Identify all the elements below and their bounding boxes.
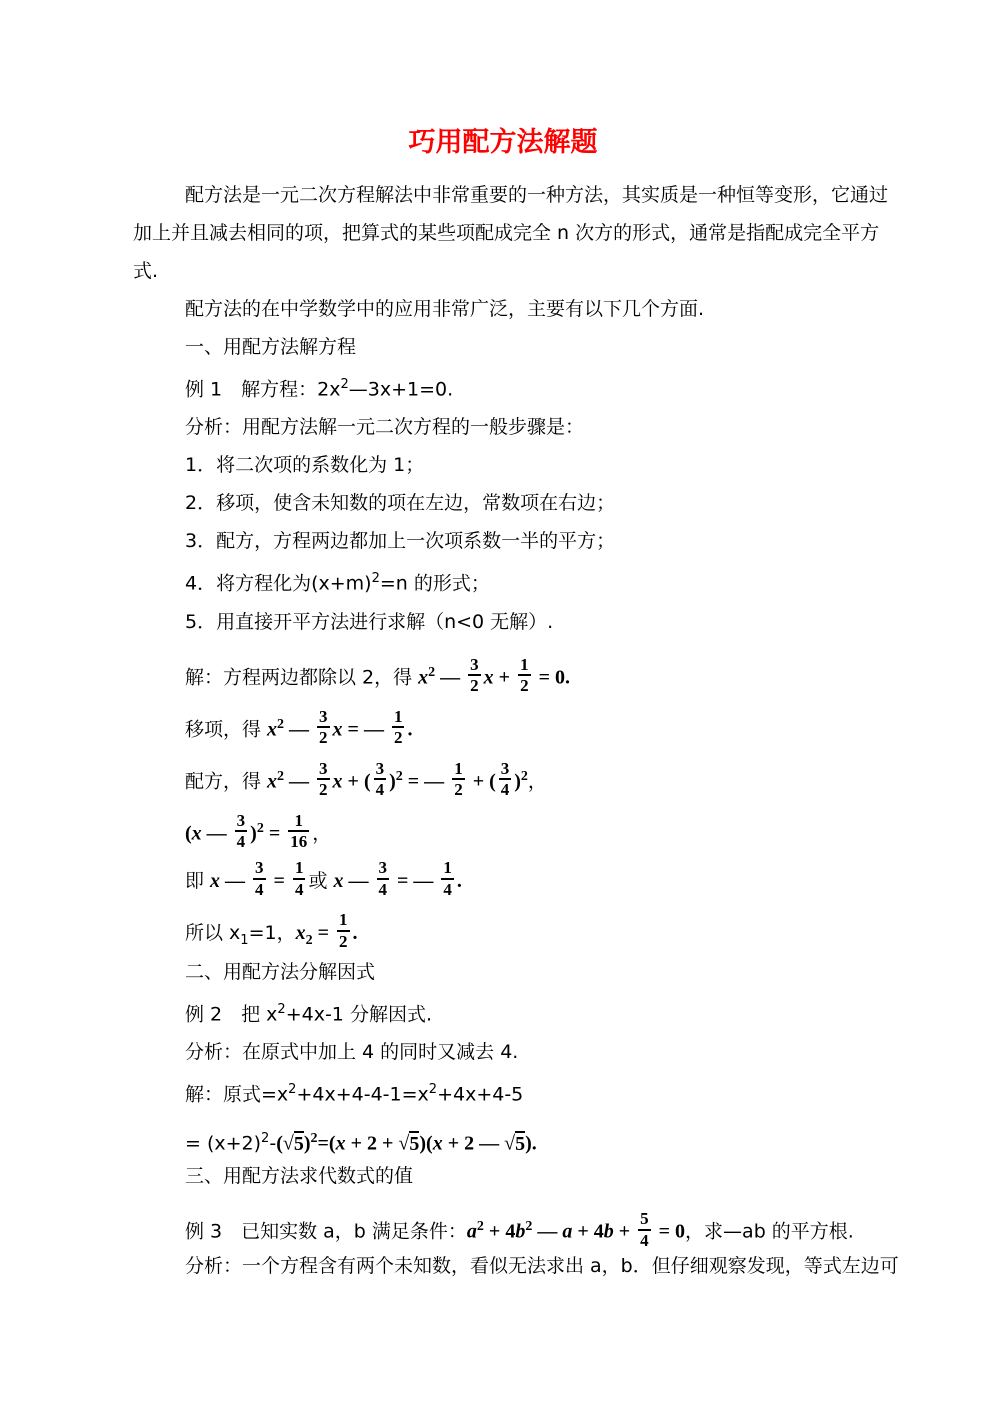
text-run: = (x+2) (185, 1132, 262, 1155)
bold-math-run: . (456, 869, 462, 892)
italic-math-run: x (332, 717, 343, 740)
superscript: 2 (277, 1001, 286, 1017)
bold-math-run: — (343, 869, 374, 892)
page-title: 巧用配方法解题 (408, 127, 598, 158)
document-line (133, 1122, 873, 1156)
bold-math-run: ( (276, 1132, 283, 1155)
bold-math-run: + (493, 665, 516, 688)
text-run: 或 (308, 869, 334, 892)
fraction (317, 760, 330, 800)
text-run: 例 3 已知实数 a，b 满足条件： (185, 1220, 467, 1243)
bold-math-run: ( (185, 821, 192, 844)
fraction-denominator: 4 (378, 880, 387, 900)
document-line (133, 702, 873, 748)
sqrt-radical (283, 1131, 304, 1155)
document-line (133, 184, 889, 206)
superscript: 2 (288, 1081, 297, 1097)
bold-superscript: 2 (520, 768, 528, 784)
fraction-denominator: 2 (470, 676, 479, 696)
bold-math-run: + ( (467, 769, 496, 792)
document-line (133, 1080, 873, 1104)
fraction-numerator: 3 (319, 706, 328, 726)
bold-math-run: )( (419, 1132, 433, 1155)
document-line (133, 1000, 873, 1024)
text-run: 配方法的在中学数学中的应用非常广泛，主要有以下几个方面. (185, 298, 705, 320)
document-line (133, 222, 880, 244)
text-run: ，求—ab 的平方根. (685, 1220, 854, 1243)
text-run: 5．用直接开平方法进行求解（n<0 无解）. (185, 610, 554, 633)
italic-math-run: x (191, 821, 202, 844)
fraction-numerator: 3 (236, 810, 246, 830)
bold-math-run: — (532, 1220, 563, 1243)
document-line (133, 261, 873, 281)
text-run: 配方，得 (185, 769, 268, 792)
fraction-numerator: 5 (640, 1209, 649, 1229)
italic-math-run: a (466, 1220, 477, 1243)
bold-math-run: . (352, 921, 358, 944)
fraction (235, 812, 248, 852)
document-line (133, 455, 873, 475)
text-run: 4．将方程化为(x+m) (185, 572, 372, 595)
document-line (133, 754, 873, 800)
fraction (441, 859, 454, 899)
bold-math-run: = (268, 869, 290, 892)
fraction-denominator: 4 (255, 880, 264, 900)
fraction (392, 708, 405, 748)
bold-math-run: + 4 (483, 1220, 516, 1243)
bold-math-run: ) (250, 821, 257, 844)
document-line (133, 1255, 899, 1278)
bold-math-run: . (407, 717, 413, 740)
document-line (133, 1166, 873, 1186)
italic-math-run: x (267, 717, 278, 740)
text-run: 移项，得 (185, 717, 268, 740)
radical-sign-icon: √ (282, 1132, 294, 1155)
fraction-numerator: 1 (339, 910, 348, 930)
subscript: 1 (240, 932, 249, 948)
bold-math-run: — (435, 665, 466, 688)
document-line (133, 1042, 873, 1062)
fraction-denominator: 2 (339, 932, 348, 952)
bold-math-run: ). (525, 1132, 537, 1155)
bold-math-run: + 4 (572, 1220, 604, 1243)
fraction (377, 859, 390, 899)
fraction-denominator: 4 (236, 832, 246, 852)
text-run: =n 的形式； (379, 572, 490, 595)
document-line (133, 493, 873, 513)
superscript: 2 (428, 1081, 438, 1097)
bold-superscript: 2 (256, 820, 264, 836)
fraction-denominator: 4 (443, 880, 452, 900)
fraction-denominator: 2 (319, 728, 328, 748)
bold-math-run: — (201, 821, 232, 844)
text-run: 即 (185, 869, 211, 892)
italic-math-run: x (333, 869, 344, 892)
italic-math-run: a (562, 1220, 573, 1243)
bold-subscript: 2 (305, 932, 313, 948)
fraction-denominator: 2 (454, 780, 463, 800)
fraction-numerator: 1 (520, 654, 529, 674)
bold-math-run: =( (317, 1132, 336, 1155)
bold-superscript: 2 (525, 1219, 533, 1235)
italic-math-run: x (483, 665, 494, 688)
fraction-numerator: 1 (454, 758, 463, 778)
text-run: 解：原式=x (185, 1083, 289, 1106)
superscript: 2 (340, 377, 349, 392)
text-run: 三、用配方法求代数式的值 (185, 1165, 414, 1188)
fraction-numerator: 1 (294, 810, 303, 830)
text-run: - (269, 1132, 277, 1155)
fraction-numerator: 3 (255, 858, 264, 878)
document-line (133, 417, 873, 437)
sqrt-radical (504, 1131, 525, 1155)
bold-math-run: + 2 + (345, 1132, 399, 1155)
bold-math-run: — (284, 769, 315, 792)
bold-math-run: — (284, 717, 315, 740)
bold-superscript: 2 (395, 768, 403, 784)
text-run: 所以 x (185, 921, 241, 944)
text-run: —3x+1=0. (348, 378, 454, 401)
fraction-numerator: 3 (470, 654, 479, 674)
fraction-denominator: 2 (393, 728, 403, 748)
superscript: 2 (261, 1131, 270, 1147)
text-run: 解：方程两边都除以 2，得 (185, 665, 419, 688)
text-run: 2．移项，使含未知数的项在左边，常数项在右边； (185, 492, 616, 515)
fraction-numerator: 1 (294, 858, 304, 878)
bold-math-run: ) (389, 769, 396, 792)
italic-math-run: x (335, 1132, 346, 1155)
text-run: =1， (248, 921, 296, 944)
document-line (133, 1204, 873, 1250)
bold-math-run: + (613, 1220, 636, 1243)
document-line (133, 299, 873, 319)
radicand: 5 (409, 1132, 420, 1155)
fraction-numerator: 3 (378, 858, 387, 878)
bold-math-run: = 0. (533, 665, 570, 688)
fraction-denominator: 4 (500, 780, 510, 800)
document-line (133, 650, 873, 696)
italic-math-run: x (267, 769, 278, 792)
fraction (638, 1210, 651, 1250)
text-run: 加上并且减去相同的项，把算式的某些项配成完全 n 次方的形式，通常是指配成完全平方 (133, 222, 880, 244)
fraction (499, 760, 512, 800)
bold-math-run: ) (303, 1132, 311, 1155)
text-run: 配方法是一元二次方程解法中非常重要的一种方法，其实质是一种恒等变形，它通过 (185, 184, 889, 206)
document-line (133, 612, 873, 632)
italic-math-run: x (295, 921, 306, 944)
italic-math-run: x (210, 869, 221, 892)
text-run: +4x-1 分解因式. (285, 1002, 432, 1025)
italic-math-run: b (603, 1220, 614, 1243)
bold-superscript: 2 (277, 716, 285, 732)
fraction-numerator: 1 (443, 858, 452, 878)
bold-superscript: 2 (277, 768, 285, 784)
bold-math-run: = — (402, 769, 450, 792)
bold-math-run: — (220, 869, 251, 892)
bold-superscript: 2 (428, 664, 436, 680)
bold-math-run: = — (342, 717, 389, 740)
fraction-denominator: 4 (294, 880, 304, 900)
document-line (133, 531, 873, 551)
fraction-numerator: 3 (375, 758, 385, 778)
fraction-numerator: 1 (393, 706, 403, 726)
fraction (452, 760, 465, 800)
bold-superscript: 2 (476, 1219, 484, 1235)
fraction-denominator: 2 (319, 780, 328, 800)
text-run: 分析：用配方法解一元二次方程的一般步骤是： (185, 416, 585, 439)
fraction (518, 656, 531, 696)
text-run: 1．将二次项的系数化为 1； (185, 454, 425, 477)
document-line (133, 337, 873, 357)
fraction-denominator: 4 (375, 780, 385, 800)
fraction-denominator: 4 (640, 1231, 649, 1251)
text-run: ， (312, 821, 332, 844)
document-line (133, 569, 873, 593)
radical-sign-icon: √ (398, 1132, 410, 1155)
text-run: 3．配方，方程两边都加上一次项系数一半的平方； (185, 530, 616, 553)
bold-math-run: = — (392, 869, 439, 892)
bold-math-run: = (263, 821, 286, 844)
text-run: 例 2 把 x (185, 1002, 278, 1025)
fraction (288, 812, 309, 852)
text-run: 例 1 解方程：2x (185, 378, 341, 401)
bold-math-run: + 2 — (442, 1132, 505, 1155)
fraction (293, 859, 306, 899)
bold-math-run: = (312, 921, 334, 944)
fraction (317, 708, 330, 748)
text-run: 一、用配方法解方程 (185, 336, 357, 358)
sqrt-radical (398, 1131, 419, 1155)
document-line (133, 806, 873, 852)
italic-math-run: x (332, 769, 343, 792)
radicand: 5 (293, 1132, 304, 1155)
fraction (468, 656, 481, 696)
document-line (133, 910, 873, 956)
text-run: +4x+4-4-1=x (296, 1083, 429, 1106)
fraction (337, 911, 350, 951)
bold-math-run: + ( (342, 769, 371, 792)
text-run: 分析：一个方程含有两个未知数，看似无法求出 a，b．但仔细观察发现，等式左边可 (185, 1255, 899, 1278)
text-run: ， (527, 769, 547, 792)
radical-sign-icon: √ (504, 1132, 516, 1155)
document-line (133, 858, 873, 904)
text-run: 二、用配方法分解因式 (185, 960, 376, 983)
superscript: 2 (371, 571, 380, 587)
italic-math-run: x (432, 1132, 443, 1155)
italic-math-run: x (418, 665, 429, 688)
fraction-numerator: 3 (500, 758, 510, 778)
radicand: 5 (515, 1132, 526, 1155)
document-line (133, 375, 873, 399)
document-line (133, 962, 873, 982)
fraction-denominator: 2 (520, 676, 529, 696)
text-run: +4x+4-5 (437, 1083, 524, 1106)
fraction (253, 859, 266, 899)
bold-superscript: 2 (310, 1131, 318, 1147)
text-run: 式. (133, 260, 159, 282)
text-run: 分析：在原式中加上 4 的同时又减去 4. (185, 1040, 519, 1063)
document-body (133, 184, 899, 1278)
bold-math-run: = 0 (653, 1220, 686, 1243)
fraction-denominator: 16 (290, 832, 308, 852)
bold-math-run: ) (514, 769, 521, 792)
italic-math-run: b (515, 1220, 526, 1243)
fraction-numerator: 3 (319, 758, 328, 778)
fraction (374, 760, 387, 800)
